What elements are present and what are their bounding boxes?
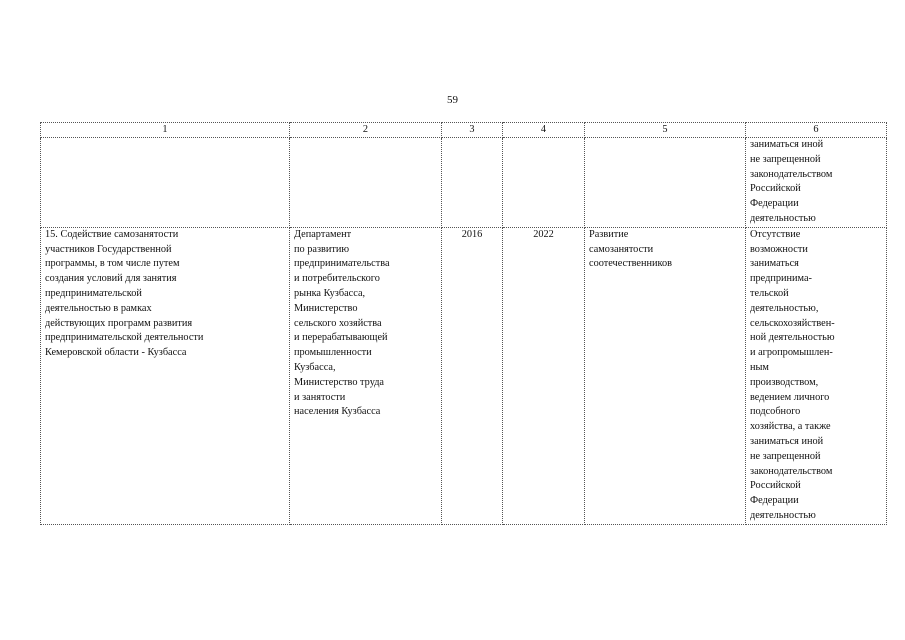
cell-text-line: Министерство труда [294,376,385,388]
cell-text-line: законодательством [750,465,833,477]
cell-text-line: и потребительского [294,273,380,285]
cell-text-line: предпринима- [750,273,812,285]
table-header-row [41,123,887,138]
cell-text-line: заниматься иной [750,139,824,150]
cell-text-line: ведением личного [750,391,830,403]
table-row-measure-15 [41,227,887,524]
column-number-6: 6 [746,123,887,138]
cell-text-line: деятельностью, [750,302,819,314]
cell-text-line: создания условий для занятия [45,273,177,285]
cell-text-line: производством, [750,376,819,388]
end-year-cell [503,138,585,228]
cell-text-line: Федерации [750,495,799,507]
cell-text-line: законодательством [750,168,833,180]
cell-text-line: Федерации [750,198,799,210]
cell-text-line: программы, в том числе путем [45,258,180,270]
cell-text-line: по развитию [294,243,350,255]
table-row-continuation [41,138,887,228]
program-table [40,122,887,525]
cell-text-line: Кузбасса, [294,361,336,373]
cell-text-line: Российской [750,183,801,195]
measure-cell [41,138,290,228]
cell-text-line: Министерство [294,302,358,314]
cell-text-line: Отсутствие [750,228,801,240]
cell-text-line: не запрещенной [750,153,821,165]
cell-text-line: действующих программ развития [45,317,193,329]
consequences-cell [746,138,887,228]
cell-text-line: ным [750,361,769,373]
column-number-5: 5 [585,123,746,138]
expected-result-cell [585,227,746,524]
cell-text-line: возможности [750,243,808,255]
cell-text-line: заниматься иной [750,435,824,447]
cell-text-line: тельской [750,287,789,299]
cell-text-line: ной деятельностью [750,332,835,344]
cell-text-line: Развитие [589,228,629,240]
cell-text-line: промышленности [294,347,372,359]
cell-text-line: заниматься [750,258,799,270]
responsible-cell [290,138,442,228]
page-number: 59 [447,94,458,106]
cell-text-line: деятельностью в рамках [45,302,152,314]
column-number-3: 3 [442,123,503,138]
cell-text-line: предпринимательской деятельности [45,332,204,344]
cell-text-line: и занятости [294,391,346,403]
end-year-cell: 2022 [503,227,585,524]
cell-text-line: деятельностью [750,212,816,224]
cell-text-line: сельскохозяйствен- [750,317,835,329]
cell-text-line: и агропромышлен- [750,347,833,359]
consequences-cell [746,227,887,524]
cell-text-line: Департамент [294,228,352,240]
cell-text-line: и перерабатывающей [294,332,388,344]
column-number-4: 4 [503,123,585,138]
cell-text-line: Российской [750,480,801,492]
responsible-cell [290,227,442,524]
cell-text-line: населения Кузбасса [294,406,381,418]
expected-result-cell [585,138,746,228]
cell-text-line: сельского хозяйства [294,317,382,329]
cell-text-line: 15. Содействие самозанятости [45,228,179,240]
measure-cell [41,227,290,524]
cell-text-line: подсобного [750,406,801,418]
start-year-cell: 2016 [442,227,503,524]
cell-text-line: соотечественников [589,258,673,270]
cell-text-line: хозяйства, а также [750,421,831,433]
column-number-1: 1 [41,123,290,138]
column-number-2: 2 [290,123,442,138]
cell-text-line: участников Государственной [45,243,172,255]
cell-text-line: предпринимательской [45,287,142,299]
cell-text-line: рынка Кузбасса, [294,287,366,299]
cell-text-line: предпринимательства [294,258,390,270]
cell-text-line: Кемеровской области - Кузбасса [45,347,187,359]
cell-text-line: самозанятости [589,243,654,255]
start-year-cell [442,138,503,228]
cell-text-line: не запрещенной [750,450,821,462]
cell-text-line: деятельностью [750,509,816,521]
